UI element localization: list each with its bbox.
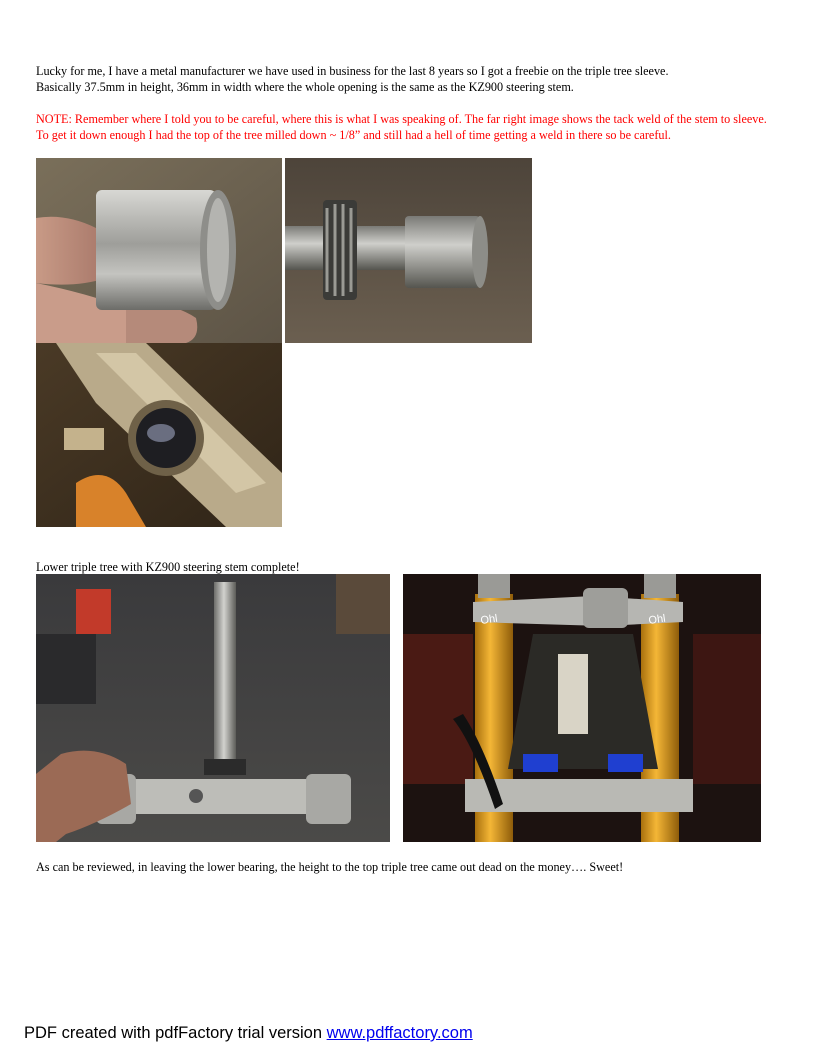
assembled-forks-photo — [403, 574, 761, 842]
fork-left-label: Ohl — [479, 612, 499, 627]
tack-weld-photo — [36, 343, 282, 527]
intro-line-1: Lucky for me, I have a metal manufacturer we have used in business for the last 8 years so I got a freebie on the triple tree sleeve. — [36, 64, 669, 78]
intro-line-2: Basically 37.5mm in height, 36mm in width where the whole opening is the same as the KZ900 steering stem. — [36, 80, 574, 94]
closing-paragraph: As can be reviewed, in leaving the lower bearing, the height to the top triple tree came out dead on the money…. Sweet! — [36, 860, 624, 874]
lower-triple-tree-caption: Lower triple tree with KZ900 steering stem complete! — [36, 560, 300, 574]
svg-text:Ohl — [480, 613, 499, 627]
fork-right-label: Ohl — [647, 612, 667, 627]
lower-triple-tree-photo — [36, 574, 390, 842]
pdf-footer — [24, 1024, 473, 1043]
svg-text:Ohl — [648, 613, 667, 627]
pdffactory-link[interactable]: www.pdffactory.com — [326, 1024, 473, 1042]
intro-paragraph — [36, 63, 776, 95]
note-paragraph: NOTE: Remember where I told you to be careful, where this is what I was speaking of. The far right image shows the tack weld of the stem to sleeve. To get it down enough I had the top of the tree milled down ~ 1/8” and still had a hell of time getting a weld in there so be careful. — [36, 112, 767, 142]
sleeve-in-hand-photo — [36, 158, 282, 343]
footer-prefix: PDF created with pdfFactory trial version — [24, 1024, 327, 1042]
stem-bearing-sleeve-photo — [285, 158, 532, 343]
